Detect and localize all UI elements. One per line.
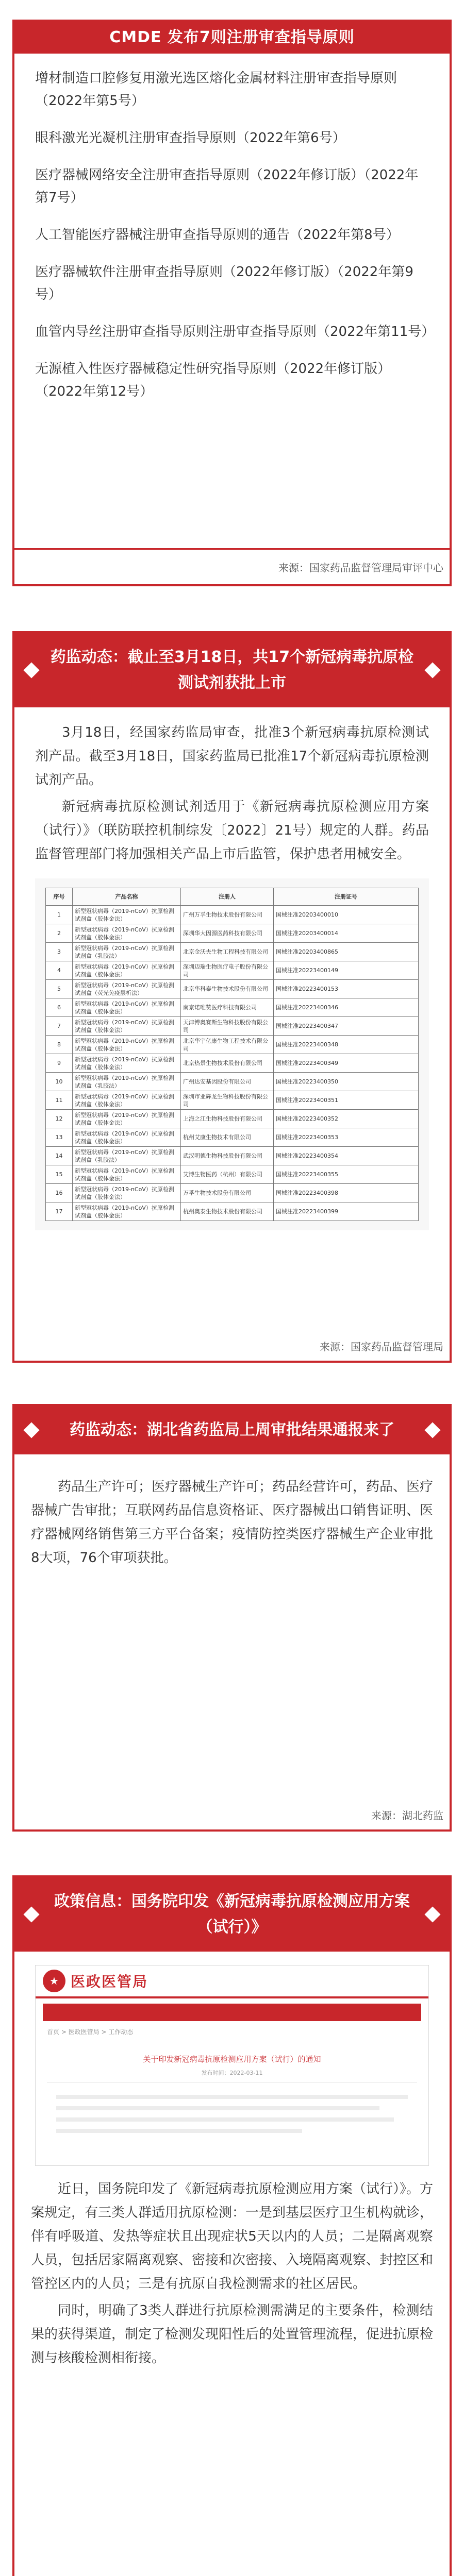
source-note: 来源：湖北药监 (371, 1809, 443, 1822)
table-cell: 新型冠状病毒（2019-nCoV）抗原检测试剂盒（胶体金法） (73, 906, 181, 924)
column-header: 注册人 (181, 888, 274, 906)
approval-table (45, 888, 419, 1221)
table-cell: 16 (46, 1184, 73, 1202)
notice-title: 关于印发新冠病毒抗原检测应用方案（试行）的通知 (143, 2055, 321, 2064)
table-cell: 新型冠状病毒（2019-nCoV）抗原检测试剂盒（胶体金法） (73, 1091, 181, 1110)
table-cell: 新型冠状病毒（2019-nCoV）抗原检测试剂盒（乳胶法） (73, 1073, 181, 1091)
table-row (46, 980, 419, 998)
section-cmde-guidelines (12, 20, 452, 586)
section-policy-info (12, 1875, 452, 2576)
table-cell: 新型冠状病毒（2019-nCoV）抗原检测试剂盒（胶体金法） (73, 1036, 181, 1054)
table-cell: 新型冠状病毒（2019-nCoV）抗原检测试剂盒（乳胶法） (73, 943, 181, 961)
divider (14, 548, 450, 550)
diamond-icon (424, 1906, 440, 1922)
table-cell: 新型冠状病毒（2019-nCoV）抗原检测试剂盒（胶体金法） (73, 1017, 181, 1036)
guideline-item: 医疗器械网络安全注册审查指导原则（2022年修订版）（2022年第7号） (35, 167, 419, 206)
column-header: 序号 (46, 888, 73, 906)
guideline-item: 人工智能医疗器械注册审查指导原则的通告（2022年第8号） (35, 227, 400, 243)
table-cell: 4 (46, 961, 73, 980)
table-cell: 北京金沃夫生物工程科技有限公司 (181, 943, 274, 961)
table-cell: 国械注准20223400354 (274, 1147, 419, 1165)
table-row (46, 906, 419, 924)
table-row (46, 998, 419, 1017)
table-cell: 新型冠状病毒（2019-nCoV）抗原检测试剂盒（胶体金法） (73, 1128, 181, 1147)
table-cell: 国械注准20203400014 (274, 924, 419, 943)
table-cell: 国械注准20223400399 (274, 1202, 419, 1221)
table-row (46, 1073, 419, 1091)
table-cell: 万孚生物技术股份有限公司 (181, 1184, 274, 1202)
notice-screenshot (35, 1965, 429, 2166)
table-row (46, 961, 419, 980)
table-cell: 2 (46, 924, 73, 943)
table-cell: 国械注准20223400350 (274, 1073, 419, 1091)
table-cell: 南京诺唯赞医疗科技有限公司 (181, 998, 274, 1017)
table-cell: 广州达安基因股份有限公司 (181, 1073, 274, 1091)
source-note: 来源：国家药品监督管理局 (320, 1341, 443, 1353)
table-cell: 国械注准20223400348 (274, 1036, 419, 1054)
section-header (14, 633, 450, 707)
table-cell: 13 (46, 1128, 73, 1147)
table-row (46, 1110, 419, 1128)
table-cell: 北京热景生物技术股份有限公司 (181, 1054, 274, 1073)
table-cell: 新型冠状病毒（2019-nCoV）抗原检测试剂盒（胶体金法） (73, 1202, 181, 1221)
diamond-icon (424, 662, 440, 678)
table-cell: 天津博奥赛斯生物科技股份有限公司 (181, 1017, 274, 1036)
table-cell: 新型冠状病毒（2019-nCoV）抗原检测试剂盒（胶体金法） (73, 1110, 181, 1128)
table-cell: 14 (46, 1147, 73, 1165)
table-cell: 新型冠状病毒（2019-nCoV）抗原检测试剂盒（胶体金法） (73, 961, 181, 980)
guideline-item: 增材制造口腔修复用激光选区熔化金属材料注册审查指导原则（2022年第5号） (35, 71, 397, 109)
diamond-icon (23, 1422, 39, 1438)
table-cell: 5 (46, 980, 73, 998)
table-cell: 深圳市亚辉龙生物科技股份有限公司 (181, 1091, 274, 1110)
paragraph: 药品生产许可；医疗器械生产许可；药品经营许可，药品、医疗器械广告审批；互联网药品信息资格证、医疗器械出口销售证明、医疗器械网络销售第三方平台备案；疫情防控类医疗器械生产企业审批8大项，76个审项获批。 (31, 1479, 434, 1566)
table-row (46, 943, 419, 961)
table-body (46, 906, 419, 1221)
source-note: 来源：国家药品监督管理局审评中心 (278, 562, 443, 574)
table-cell: 新型冠状病毒（2019-nCoV）抗原检测试剂盒（乳胶法） (73, 1147, 181, 1165)
paragraph: 新冠病毒抗原检测试剂适用于《新冠病毒抗原检测应用方案（试行）》（联防联控机制综发〔2022〕21号）规定的人群。药品监督管理部门将加强相关产品上市后监管，保护患者用械安全。 (35, 799, 429, 862)
table-row (46, 924, 419, 943)
table-row (46, 1165, 419, 1184)
table-cell: 10 (46, 1073, 73, 1091)
table-cell: 新型冠状病毒（2019-nCoV）抗原检测试剂盒（胶体金法） (73, 1054, 181, 1073)
section-title: 药监动态：截止至3月18日，共17个新冠病毒抗原检测试剂获批上市 (50, 648, 414, 692)
table-cell: 新型冠状病毒（2019-nCoV）抗原检测试剂盒（胶体金法） (73, 1184, 181, 1202)
table-cell: 国械注准20223400153 (274, 980, 419, 998)
approval-table-image (35, 878, 429, 1230)
table-row (46, 1036, 419, 1054)
table-cell: 国械注准20223400398 (274, 1184, 419, 1202)
table-cell: 新型冠状病毒（2019-nCoV）抗原检测试剂盒（胶体金法） (73, 924, 181, 943)
table-cell: 7 (46, 1017, 73, 1036)
table-row (46, 1054, 419, 1073)
table-header-row (46, 888, 419, 906)
table-cell: 艾博生物医药（杭州）有限公司 (181, 1165, 274, 1184)
table-cell: 17 (46, 1202, 73, 1221)
section-header (14, 1877, 450, 1952)
emblem-icon: ★ (43, 1970, 65, 1992)
table-cell: 国械注准20223400352 (274, 1110, 419, 1128)
table-cell: 杭州奥泰生物技术股份有限公司 (181, 1202, 274, 1221)
guideline-item: 无源植入性医疗器械稳定性研究指导原则（2022年修订版）（2022年第12号） (35, 361, 391, 399)
table-cell: 武汉明德生物科技股份有限公司 (181, 1147, 274, 1165)
column-header: 注册证号 (274, 888, 419, 906)
paragraph: 3月18日，经国家药监局审查，批准3个新冠病毒抗原检测试剂产品。截至3月18日，国家药监局已批准17个新冠病毒抗原检测试剂产品。 (35, 725, 429, 788)
section-antigen-approvals (12, 631, 452, 1363)
breadcrumb: 首页 > 医政医管局 > 工作动态 (47, 2028, 134, 2036)
section-title: 药监动态：湖北省药监局上周审批结果通报来了 (70, 1421, 394, 1439)
diamond-icon (23, 662, 39, 678)
guideline-item: 血管内导丝注册审查指导原则注册审查指导原则（2022年第11号） (35, 324, 435, 340)
section-header (14, 1406, 450, 1454)
table-cell: 新型冠状病毒（2019-nCoV）抗原检测试剂盒（胶体金法） (73, 1165, 181, 1184)
diamond-icon (23, 1906, 39, 1922)
notice-org: 医政医管局 (71, 1973, 148, 1990)
diamond-icon (424, 1422, 440, 1438)
table-cell: 8 (46, 1036, 73, 1054)
guideline-item: 医疗器械软件注册审查指导原则（2022年修订版）（2022年第9号） (35, 264, 413, 302)
table-cell: 国械注准20223400347 (274, 1017, 419, 1036)
notice-navbar (43, 2004, 421, 2021)
table-cell: 11 (46, 1091, 73, 1110)
table-cell: 广州万孚生物技术股份有限公司 (181, 906, 274, 924)
section-title: 政策信息：国务院印发《新冠病毒抗原检测应用方案（试行）》 (54, 1892, 410, 1936)
table-cell: 3 (46, 943, 73, 961)
table-cell: 国械注准20203400865 (274, 943, 419, 961)
table-cell: 新型冠状病毒（2019-nCoV）抗原检测试剂盒（荧光免疫层析法） (73, 980, 181, 998)
table-cell: 新型冠状病毒（2019-nCoV）抗原检测试剂盒（胶体金法） (73, 998, 181, 1017)
table-row (46, 1202, 419, 1221)
table-cell: 深圳华大因源医药科技有限公司 (181, 924, 274, 943)
table-cell: 国械注准20223400349 (274, 1054, 419, 1073)
guideline-list (14, 54, 450, 543)
table-row (46, 1184, 419, 1202)
table-cell: 深圳迈瑞生物医疗电子股份有限公司 (181, 961, 274, 980)
section-title: CMDE 发布7则注册审查指导原则 (14, 22, 450, 54)
table-cell: 北京华宇亿康生物工程技术有限公司 (181, 1036, 274, 1054)
table-cell: 15 (46, 1165, 73, 1184)
section-hubei-approvals (12, 1404, 452, 1832)
notice-date: 发布时间：2022-03-11 (201, 2070, 263, 2076)
table-cell: 上海之江生物科技股份有限公司 (181, 1110, 274, 1128)
notice-body-placeholder (56, 2095, 408, 2133)
table-cell: 杭州艾康生物技术有限公司 (181, 1128, 274, 1147)
table-row (46, 1147, 419, 1165)
table-cell: 国械注准20223400149 (274, 961, 419, 980)
table-cell: 12 (46, 1110, 73, 1128)
table-cell: 北京华科泰生物技术股份有限公司 (181, 980, 274, 998)
table-cell: 9 (46, 1054, 73, 1073)
paragraph: 近日，国务院印发了《新冠病毒抗原检测应用方案（试行）》。方案规定，有三类人群适用抗原检测：一是到基层医疗卫生机构就诊，伴有呼吸道、发热等症状且出现症状5天以内的人员；二是隔离观察人员，包括居家隔离观察、密接和次密接、入境隔离观察、封控区和管控区内的人员；三是有抗原自我检测需求的社区居民。 (31, 2181, 434, 2292)
notice-header (36, 1965, 428, 1998)
table-row (46, 1128, 419, 1147)
paragraph: 同时，明确了3类人群进行抗原检测需满足的主要条件，检测结果的获得渠道，制定了检测发现阳性后的处置管理流程，促进抗原检测与核酸检测相衔接。 (31, 2303, 434, 2366)
column-header: 产品名称 (73, 888, 181, 906)
table-cell: 国械注准20203400010 (274, 906, 419, 924)
table-cell: 6 (46, 998, 73, 1017)
table-cell: 国械注准20223400346 (274, 998, 419, 1017)
table-cell: 国械注准20223400351 (274, 1091, 419, 1110)
table-cell: 1 (46, 906, 73, 924)
table-cell: 国械注准20223400355 (274, 1165, 419, 1184)
guideline-item: 眼科激光光凝机注册审查指导原则（2022年第6号） (35, 130, 346, 146)
table-cell: 国械注准20223400353 (274, 1128, 419, 1147)
table-row (46, 1017, 419, 1036)
table-row (46, 1091, 419, 1110)
